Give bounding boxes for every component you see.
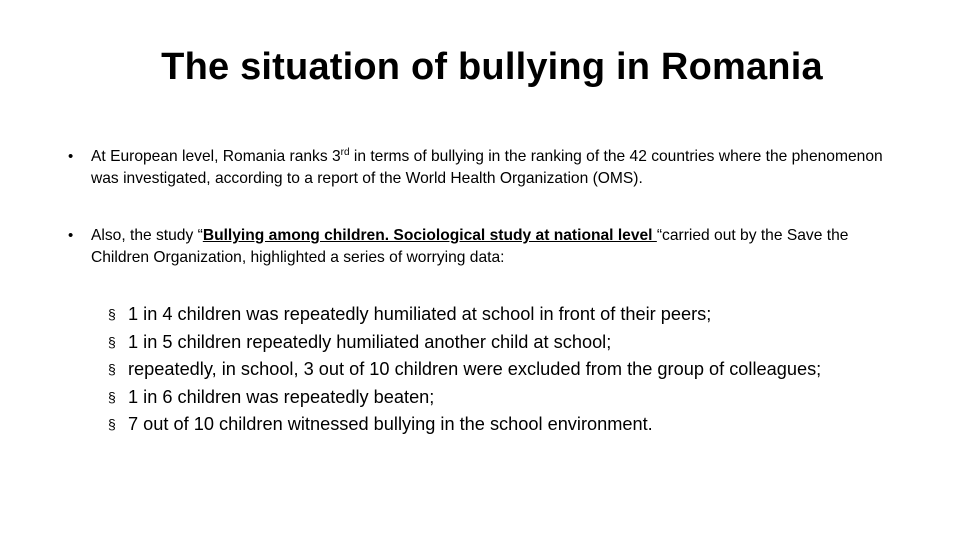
bullet-text-end: “carried out by the Save the Children Organization, highlighted a series of worrying data: [91, 227, 849, 266]
section-marker-icon: § [108, 361, 116, 377]
bullet-text-start: At European level, Romania ranks 3 [91, 148, 341, 165]
sub-bullet-text: 7 out of 10 children witnessed bullying in the school environment. [128, 414, 653, 434]
sub-bullet-item [108, 411, 828, 439]
sub-bullet-item [108, 329, 828, 357]
sub-bullet-list [108, 301, 828, 439]
bullet-list [68, 146, 898, 269]
sub-bullet-text: repeatedly, in school, 3 out of 10 children were excluded from the group of colleagues; [128, 359, 822, 379]
sub-bullet-item [108, 356, 828, 384]
ordinal-superscript: rd [340, 147, 350, 158]
slide-title: The situation of bullying in Romania [161, 46, 823, 88]
study-title: Bullying among children. Sociological study at national level [202, 227, 657, 244]
sub-bullet-text: 1 in 4 children was repeatedly humiliated at school in front of their peers; [128, 304, 712, 324]
sub-bullet-item [108, 384, 828, 412]
section-marker-icon: § [108, 306, 116, 322]
sub-bullet-text: 1 in 6 children was repeatedly beaten; [128, 386, 435, 407]
sub-bullet-item [108, 301, 828, 329]
bullet-marker: • [68, 227, 74, 244]
bullet-text-start: Also, the study “ [91, 227, 203, 244]
section-marker-icon: § [108, 416, 116, 432]
bullet-item-study [68, 225, 898, 269]
bullet-marker: • [68, 148, 74, 165]
section-marker-icon: § [108, 388, 116, 405]
sub-bullet-text: 1 in 5 children repeatedly humiliated another child at school; [128, 331, 612, 352]
section-marker-icon: § [108, 333, 116, 350]
bullet-text-end: in terms of bullying in the ranking of the 42 countries where the phenomenon was investigated, according to a report of the World Health Organization (OMS). [91, 148, 883, 187]
bullet-item-ranking [68, 146, 898, 190]
